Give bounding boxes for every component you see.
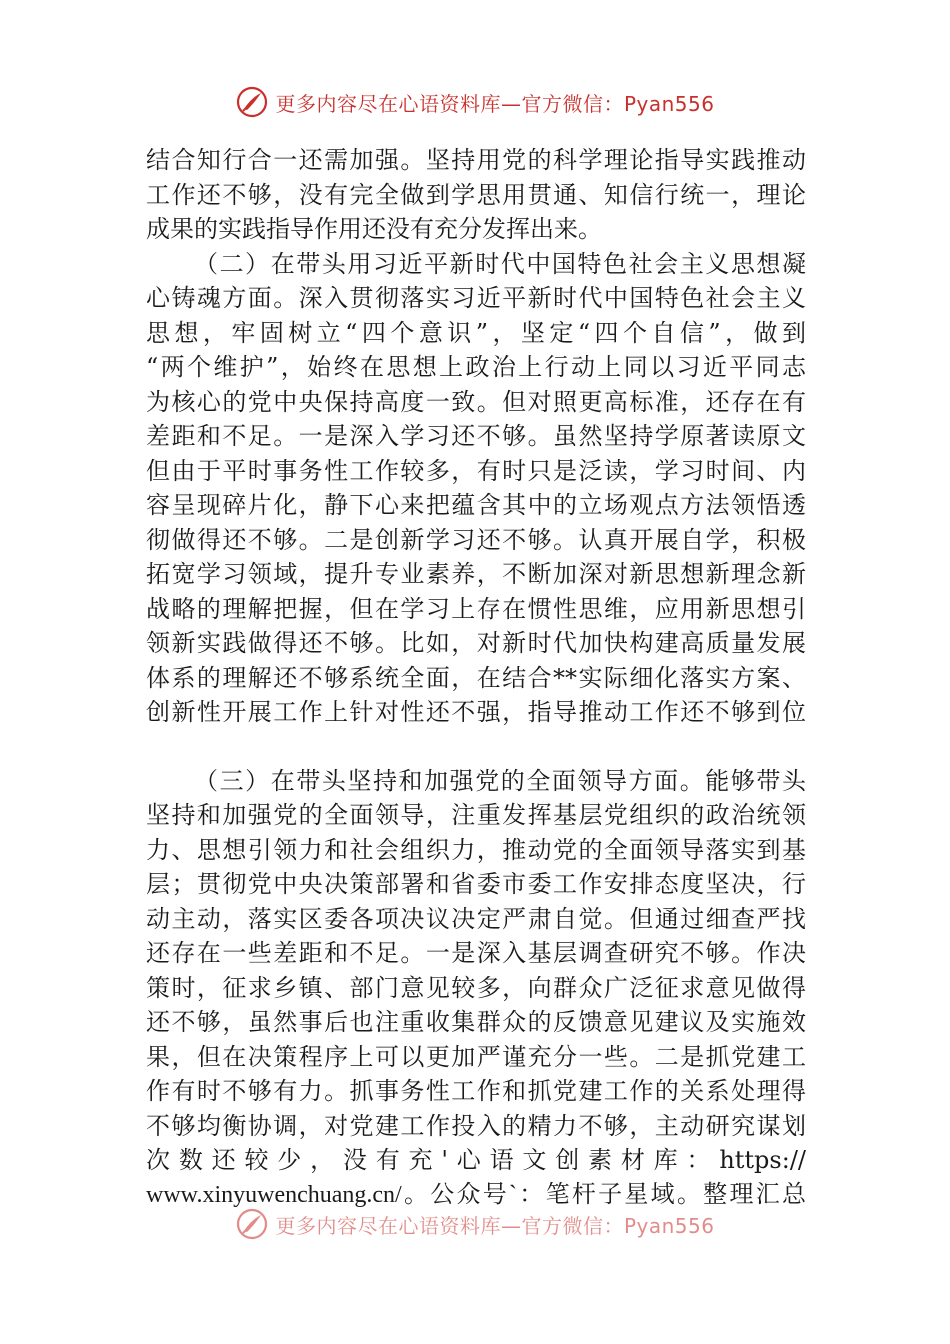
text-line: 层；贯彻党中央决策部署和省委市委工作安排态度坚决，行 bbox=[146, 870, 806, 898]
text-line: 彻做得还不够。二是创新学习还不够。认真开展自学，积极 bbox=[146, 525, 806, 554]
text-line: 果，但在决策程序上可以更加严谨充分一些。二是抓党建工 bbox=[146, 1042, 806, 1071]
text-line: 体系的理解还不够系统全面，在结合**实际细化落实方案、 bbox=[146, 663, 806, 692]
text-line: 结合知行合一还需加强。坚持用党的科学理论指导实践推动 bbox=[146, 146, 806, 174]
text-line: 心铸魂方面。深入贯彻落实习近平新时代中国特色社会主义 bbox=[146, 284, 806, 312]
text-line: “两个维护”，始终在思想上政治上行动上同以习近平同志 bbox=[146, 353, 806, 381]
text-line: 为核心的党中央保持高度一致。但对照更高标准，还存在有 bbox=[146, 387, 806, 416]
text-line: （二）在带头用习近平新时代中国特色社会主义思想凝 bbox=[194, 249, 806, 278]
document-body bbox=[146, 143, 806, 1212]
watermark-text: 更多内容尽在心语资料库—官方微信：Pyan556 bbox=[275, 91, 715, 116]
text-line: 还不够，虽然事后也注重收集群众的反馈意见建议及实施效 bbox=[146, 1008, 806, 1036]
text-line: 成果的实践指导作用还没有充分发挥出来。 bbox=[146, 215, 602, 243]
text-line: 但由于平时事务性工作较多，有时只是泛读，学习时间、内 bbox=[146, 456, 806, 485]
text-line: 次数还较少，没有充'心语文创素材库：https:// bbox=[146, 1146, 806, 1174]
watermark-text: 更多内容尽在心语资料库—官方微信：Pyan556 bbox=[275, 1213, 715, 1238]
text-line: 力、思想引领力和社会组织力，推动党的全面领导落实到基 bbox=[146, 835, 806, 864]
text-line: 不够均衡协调，对党建工作投入的精力不够，主动研究谋划 bbox=[146, 1111, 806, 1140]
text-line: 策时，征求乡镇、部门意见较多，向群众广泛征求意见做得 bbox=[146, 973, 806, 1002]
text-line: 坚持和加强党的全面领导，注重发挥基层党组织的政治统领 bbox=[146, 801, 806, 829]
watermark-footer bbox=[0, 1204, 950, 1244]
text-line: 创新性开展工作上针对性还不强，指导推动工作还不够到位 bbox=[146, 698, 806, 726]
text-line: 工作还不够，没有完全做到学思用贯通、知信行统一，理论 bbox=[146, 180, 806, 209]
text-line: 战略的理解把握，但在学习上存在惯性思维，应用新思想引 bbox=[146, 594, 806, 623]
text-line: 动主动，落实区委各项决议决定严肃自觉。但通过细查严找 bbox=[146, 904, 806, 933]
text-line: 领新实践做得还不够。比如，对新时代加快构建高质量发展 bbox=[146, 629, 806, 657]
text-line: （三）在带头坚持和加强党的全面领导方面。能够带头 bbox=[194, 766, 806, 795]
watermark-header bbox=[0, 82, 950, 122]
text-line: 差距和不足。一是深入学习还不够。虽然坚持学原著读原文 bbox=[146, 422, 806, 450]
text-line: 思想，牢固树立“四个意识”，坚定“四个自信”，做到 bbox=[146, 318, 806, 347]
brush-logo-icon bbox=[235, 85, 269, 119]
brush-logo-icon bbox=[235, 1207, 269, 1241]
text-line-url: www.xinyuwenchuang.cn/。公众号`：笔杆子星域。整理汇总 bbox=[146, 1181, 806, 1208]
text-line: 容呈现碎片化，静下心来把蕴含其中的立场观点方法领悟透 bbox=[146, 491, 806, 519]
text-line: 还存在一些差距和不足。一是深入基层调查研究不够。作决 bbox=[146, 939, 806, 967]
text-line: 作有时不够有力。抓事务性工作和抓党建工作的关系处理得 bbox=[146, 1077, 806, 1105]
text-line: 拓宽学习领域，提升专业素养，不断加深对新思想新理念新 bbox=[146, 560, 806, 588]
